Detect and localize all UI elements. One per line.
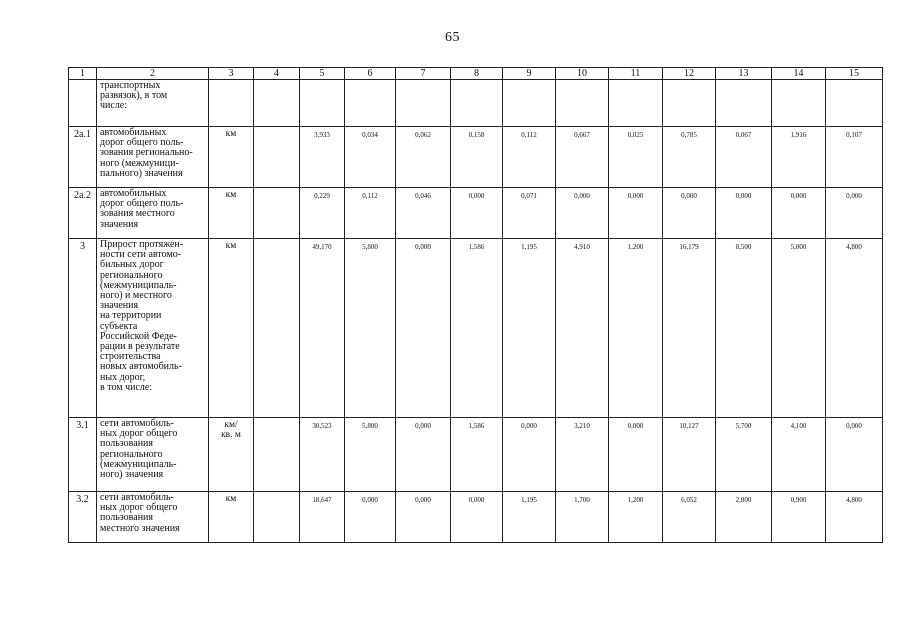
value-cell-col-13: 0,067 (716, 127, 772, 188)
column-header-10: 10 (556, 68, 609, 80)
column-header-11: 11 (609, 68, 663, 80)
value-cell-col-13 (716, 80, 772, 127)
value-cell-col-5: 49,170 (300, 239, 345, 418)
value-cell-col-5: 3,933 (300, 127, 345, 188)
column-header-5: 5 (300, 68, 345, 80)
value-cell-col-15: 0,000 (826, 418, 883, 492)
empty-column-4-cell (254, 492, 300, 543)
column-header-6: 6 (345, 68, 396, 80)
value-cell-col-14: 0,000 (772, 188, 826, 239)
value-cell-col-8 (451, 80, 503, 127)
column-number-row (69, 68, 883, 80)
value-cell-col-5: 18,647 (300, 492, 345, 543)
value-cell-col-10: 0,667 (556, 127, 609, 188)
value-cell-col-12: 16,179 (663, 239, 716, 418)
column-header-13: 13 (716, 68, 772, 80)
value-cell-col-8: 1,586 (451, 418, 503, 492)
value-cell-col-9 (503, 80, 556, 127)
value-cell-col-7: 0,000 (396, 418, 451, 492)
value-cell-col-15: 0,107 (826, 127, 883, 188)
unit-cell: км (209, 127, 254, 188)
table-row (69, 127, 883, 188)
value-cell-col-12: 6,052 (663, 492, 716, 543)
column-header-14: 14 (772, 68, 826, 80)
row-number-cell (69, 80, 97, 127)
page-number: 65 (445, 30, 460, 45)
empty-column-4-cell (254, 127, 300, 188)
unit-cell: км (209, 188, 254, 239)
value-cell-col-14: 1,916 (772, 127, 826, 188)
value-cell-col-14 (772, 80, 826, 127)
indicator-name-cell: Прирост протяжен- ности сети автомо- бильных дорог регионального (межмуниципаль- ного) и местного значения на территории субъекта Российской Феде- рации в результате строительства новых автомобиль- ных дорог, в том числе: (97, 239, 209, 418)
value-cell-col-6: 0,112 (345, 188, 396, 239)
value-cell-col-11: 1,200 (609, 492, 663, 543)
value-cell-col-7: 0,046 (396, 188, 451, 239)
value-cell-col-9: 0,000 (503, 418, 556, 492)
value-cell-col-6: 5,800 (345, 418, 396, 492)
value-cell-col-11: 1,200 (609, 239, 663, 418)
value-cell-col-11 (609, 80, 663, 127)
row-number-cell: 3.2 (69, 492, 97, 543)
value-cell-col-10: 4,910 (556, 239, 609, 418)
value-cell-col-12: 10,127 (663, 418, 716, 492)
value-cell-col-5 (300, 80, 345, 127)
unit-cell: км (209, 492, 254, 543)
value-cell-col-12: 0,785 (663, 127, 716, 188)
value-cell-col-5: 0,229 (300, 188, 345, 239)
column-header-4: 4 (254, 68, 300, 80)
value-cell-col-6: 5,800 (345, 239, 396, 418)
value-cell-col-14: 5,000 (772, 239, 826, 418)
row-number-cell: 3 (69, 239, 97, 418)
value-cell-col-13: 8,500 (716, 239, 772, 418)
value-cell-col-7 (396, 80, 451, 127)
value-cell-col-8: 1,586 (451, 239, 503, 418)
indicator-name-cell: сети автомобиль- ных дорог общего пользования местного значения (97, 492, 209, 543)
value-cell-col-7: 0,062 (396, 127, 451, 188)
value-cell-col-12 (663, 80, 716, 127)
value-cell-col-10: 1,700 (556, 492, 609, 543)
column-header-2: 2 (97, 68, 209, 80)
table-row (69, 492, 883, 543)
value-cell-col-9: 1,195 (503, 492, 556, 543)
value-cell-col-8: 0,158 (451, 127, 503, 188)
empty-column-4-cell (254, 188, 300, 239)
indicator-name-cell: сети автомобиль- ных дорог общего пользования регионального (межмуниципаль- ного) значения (97, 418, 209, 492)
value-cell-col-7: 0,000 (396, 492, 451, 543)
value-cell-col-6: 0,000 (345, 492, 396, 543)
column-header-15: 15 (826, 68, 883, 80)
value-cell-col-13: 5,700 (716, 418, 772, 492)
value-cell-col-6: 0,034 (345, 127, 396, 188)
value-cell-col-8: 0,000 (451, 188, 503, 239)
value-cell-col-11: 0,025 (609, 127, 663, 188)
value-cell-col-11: 0,000 (609, 188, 663, 239)
value-cell-col-13: 0,000 (716, 188, 772, 239)
table-row (69, 418, 883, 492)
row-number-cell: 2а.1 (69, 127, 97, 188)
value-cell-col-15: 4,800 (826, 239, 883, 418)
table-row (69, 239, 883, 418)
empty-column-4-cell (254, 418, 300, 492)
value-cell-col-15: 4,800 (826, 492, 883, 543)
value-cell-col-13: 2,800 (716, 492, 772, 543)
value-cell-col-14: 0,900 (772, 492, 826, 543)
column-header-7: 7 (396, 68, 451, 80)
column-header-8: 8 (451, 68, 503, 80)
value-cell-col-10: 0,000 (556, 188, 609, 239)
value-cell-col-15 (826, 80, 883, 127)
empty-column-4-cell (254, 239, 300, 418)
value-cell-col-7: 0,000 (396, 239, 451, 418)
column-header-9: 9 (503, 68, 556, 80)
value-cell-col-10 (556, 80, 609, 127)
value-cell-col-14: 4,100 (772, 418, 826, 492)
value-cell-col-9: 1,195 (503, 239, 556, 418)
column-header-3: 3 (209, 68, 254, 80)
table-row (69, 80, 883, 127)
value-cell-col-6 (345, 80, 396, 127)
row-number-cell: 2а.2 (69, 188, 97, 239)
value-cell-col-9: 0,112 (503, 127, 556, 188)
value-cell-col-15: 0,000 (826, 188, 883, 239)
unit-cell (209, 80, 254, 127)
value-cell-col-5: 30,523 (300, 418, 345, 492)
indicator-name-cell: автомобильных дорог общего поль- зования регионально- ного (межмуници- пального) значения (97, 127, 209, 188)
value-cell-col-12: 0,000 (663, 188, 716, 239)
value-cell-col-8: 0,000 (451, 492, 503, 543)
indicator-name-cell: автомобильных дорог общего поль- зования местного значения (97, 188, 209, 239)
table-row (69, 188, 883, 239)
unit-cell: км/ кв. м (209, 418, 254, 492)
empty-column-4-cell (254, 80, 300, 127)
row-number-cell: 3.1 (69, 418, 97, 492)
indicator-name-cell: транспортных развязок), в том числе: (97, 80, 209, 127)
unit-cell: км (209, 239, 254, 418)
value-cell-col-9: 0,071 (503, 188, 556, 239)
column-header-1: 1 (69, 68, 97, 80)
data-table (68, 67, 883, 543)
column-header-12: 12 (663, 68, 716, 80)
value-cell-col-11: 0,000 (609, 418, 663, 492)
value-cell-col-10: 3,210 (556, 418, 609, 492)
